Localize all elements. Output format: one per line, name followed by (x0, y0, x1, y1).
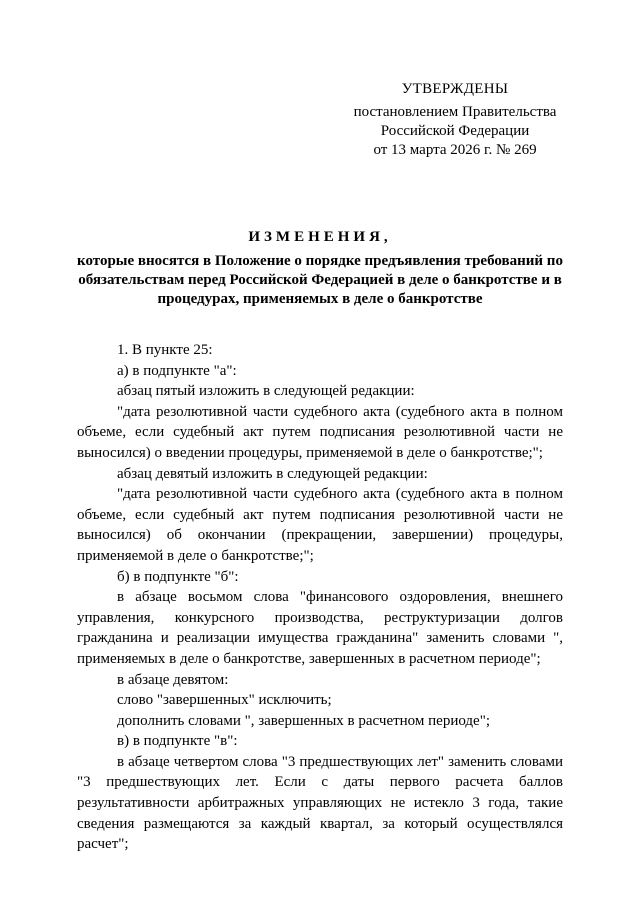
approved-line-1: постановлением Правительства (353, 104, 557, 120)
paragraph: в абзаце четвертом слова "3 предшествующих лет" заменить словами "3 предшествующих лет. Если с даты первого расчета баллов результативности арбитражных управляющих не истекло 3 года, такие сведения размещаются за каждый квартал, за который осуществлялся расчет"; (77, 753, 563, 853)
paragraph: абзац пятый изложить в следующей редакции: (117, 383, 415, 400)
approved-heading: УТВЕРЖДЕНЫ (401, 81, 509, 97)
document-title: ИЗМЕНЕНИЯ, (248, 229, 392, 245)
paragraph: 1. В пункте 25: (117, 342, 213, 358)
paragraph: "дата резолютивной части судебного акта (судебного акта в полном объеме, если судебный акт путем подписания резолютивной части не выносился) о введении процедуры, применяемой в деле о банкротстве;"; (77, 403, 563, 461)
paragraph: "дата резолютивной части судебного акта (судебного акта в полном объеме, если судебный акт путем подписания резолютивной части не выносился) об окончании (прекращении, завершении) процедуры, применяемой в деле о банкротстве;"; (77, 486, 563, 564)
paragraph: в абзаце восьмом слова "финансового оздоровления, внешнего управления, конкурсного производства, реструктуризации долгов гражданина и реализации имущества гражданина" заменить словами ", применяемых в деле о банкротстве, завершенных в расчетном периоде"; (77, 589, 563, 667)
approval-stamp (300, 80, 610, 160)
paragraph: б) в подпункте "б": (117, 568, 239, 585)
paragraph: слово "завершенных" исключить; (117, 692, 332, 709)
approved-line-3: от 13 марта 2026 г. № 269 (373, 142, 537, 158)
document-subtitle: которые вносятся в Положение о порядке предъявления требований по обязательствам перед Российской Федерацией в деле о банкротстве и в процедурах, применяемых в деле о банкротстве (77, 253, 563, 307)
paragraph: в абзаце девятом: (117, 671, 229, 688)
approved-line-2: Российской Федерации (380, 123, 530, 139)
paragraph: абзац девятый изложить в следующей редакции: (117, 465, 428, 482)
paragraph: а) в подпункте "а": (117, 362, 237, 379)
paragraph: дополнить словами ", завершенных в расчетном периоде"; (117, 712, 491, 729)
paragraph: в) в подпункте "в": (117, 733, 238, 750)
document-body (77, 340, 563, 855)
